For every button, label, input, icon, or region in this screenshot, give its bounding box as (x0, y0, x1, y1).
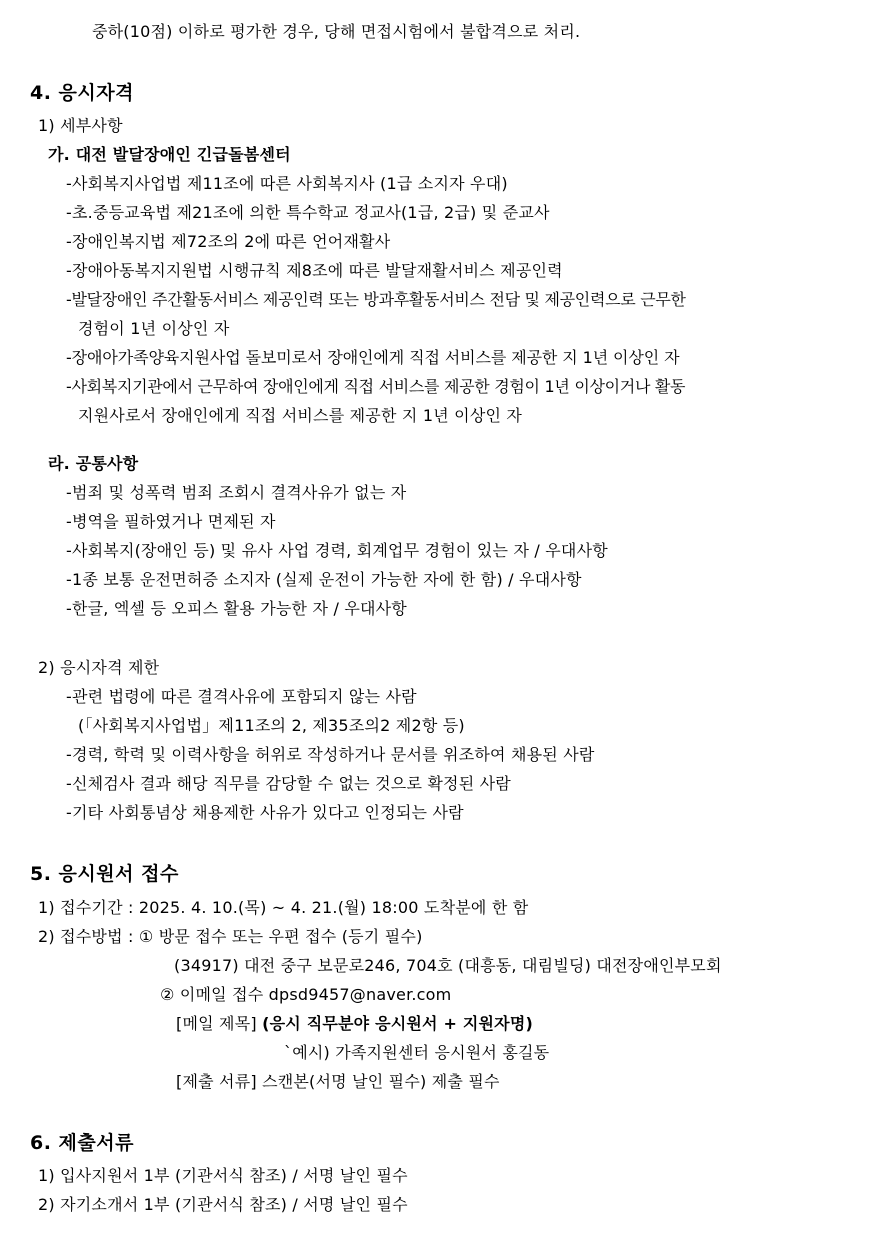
section-5-heading: 5. 응시원서 접수 (30, 863, 179, 885)
list-item: -장애인복지법 제72조의 2에 따른 언어재활사 (66, 232, 391, 251)
mail-subject-value: (응시 직무분야 응시원서 + 지원자명) (262, 1014, 533, 1033)
list-item: -범죄 및 성폭력 범죄 조회시 결격사유가 없는 자 (66, 483, 407, 502)
intro-line: 중하(10점) 이하로 평가한 경우, 당해 면접시험에서 불합격으로 처리. (92, 22, 581, 41)
list-item-continuation: (「사회복지사업법」제11조의 2, 제35조의2 제2항 등) (78, 716, 465, 735)
list-item: -한글, 엑셀 등 오피스 활용 가능한 자 / 우대사항 (66, 599, 407, 618)
list-item: -사회복지기관에서 근무하여 장애인에게 직접 서비스를 제공한 경험이 1년 이상이거나 활동 (66, 377, 686, 396)
list-item: -발달장애인 주간활동서비스 제공인력 또는 방과후활동서비스 전담 및 제공인력으로 근무한 (66, 290, 686, 309)
list-item-continuation: 지원사로서 장애인에게 직접 서비스를 제공한 지 1년 이상인 자 (78, 406, 523, 425)
list-item: 2) 자기소개서 1부 (기관서식 참조) / 서명 날인 필수 (38, 1195, 408, 1214)
list-item: -경력, 학력 및 이력사항을 허위로 작성하거나 문서를 위조하여 채용된 사람 (66, 745, 595, 764)
list-item: -초.중등교육법 제21조에 의한 특수학교 정교사(1급, 2급) 및 준교사 (66, 203, 550, 222)
example-line: `예시) 가족지원센터 응시원서 홍길동 (284, 1043, 550, 1062)
list-item: 1) 입사지원서 1부 (기관서식 참조) / 서명 날인 필수 (38, 1166, 408, 1185)
mail-subject-line (176, 1014, 533, 1034)
period-line: 1) 접수기간 : 2025. 4. 10.(목) ~ 4. 21.(월) 18:00 도착분에 한 함 (38, 898, 529, 917)
docs-line: [제출 서류] 스캔본(서명 날인 필수) 제출 필수 (176, 1072, 500, 1091)
list-item: -기타 사회통념상 채용제한 사유가 있다고 인정되는 사람 (66, 803, 464, 822)
list-item: -사회복지(장애인 등) 및 유사 사업 경력, 회계업무 경험이 있는 자 / 우대사항 (66, 541, 608, 560)
section-4-heading: 4. 응시자격 (30, 82, 134, 104)
email-line: ② 이메일 접수 dpsd9457@naver.com (160, 985, 452, 1004)
list-item: -병역을 필하였거나 면제된 자 (66, 512, 276, 531)
list-item: -관련 법령에 따른 결격사유에 포함되지 않는 사람 (66, 687, 417, 706)
mail-subject-label: [메일 제목] (176, 1014, 257, 1033)
list-item-continuation: 경험이 1년 이상인 자 (78, 319, 230, 338)
section-6-heading: 6. 제출서류 (30, 1132, 134, 1154)
method-line: 2) 접수방법 : ① 방문 접수 또는 우편 접수 (등기 필수) (38, 927, 423, 946)
list-item: -장애아동복지지원법 시행규칙 제8조에 따른 발달재활서비스 제공인력 (66, 261, 563, 280)
ga-title: 가. 대전 발달장애인 긴급돌봄센터 (48, 145, 291, 164)
list-item: -신체검사 결과 해당 직무를 감당할 수 없는 것으로 확정된 사람 (66, 774, 511, 793)
list-item: -장애아가족양육지원사업 돌보미로서 장애인에게 직접 서비스를 제공한 지 1년 이상인 자 (66, 348, 680, 367)
ra-title: 라. 공통사항 (48, 454, 139, 473)
list-item: -사회복지사업법 제11조에 따른 사회복지사 (1급 소지자 우대) (66, 174, 508, 193)
sub1-label: 1) 세부사항 (38, 116, 123, 135)
address-line: (34917) 대전 중구 보문로246, 704호 (대흥동, 대림빌딩) 대전장애인부모회 (174, 956, 722, 975)
list-item: -1종 보통 운전면허증 소지자 (실제 운전이 가능한 자에 한 함) / 우대사항 (66, 570, 582, 589)
sub2-label: 2) 응시자격 제한 (38, 658, 160, 677)
